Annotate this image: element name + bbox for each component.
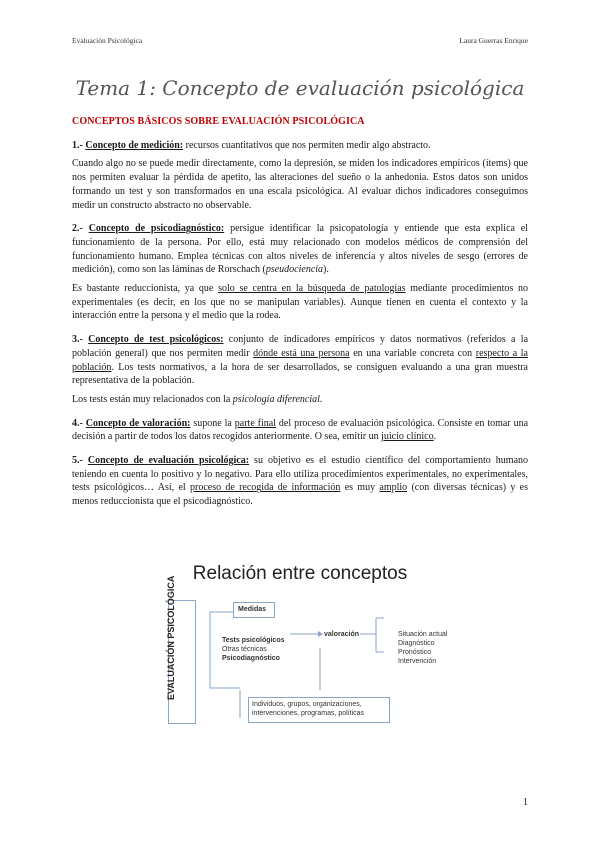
term-psicodiagnostico: Concepto de psicodiagnóstico: <box>88 223 225 235</box>
underlined-text: dónde está una persona <box>253 347 350 359</box>
right-list-item: Situación actual <box>398 631 448 638</box>
text: mediante procedimientos no experimentales (es decir, en los que no se manipulan variables). Aunque tienen en cuenta el contexto y la interacción entre la persona y el medio que la rodea. <box>72 283 529 322</box>
text: conjunto de indicadores empíricos y datos normativos (referidos a la población general) que nos permiten medir <box>72 334 529 359</box>
concept-valoracion <box>72 417 528 444</box>
text: del proceso de evaluación psicológica. Consiste en tomar una decisión a partir de todos los datos recogidos anteriormente. O sea, emitir un <box>72 417 529 443</box>
page-number: 1 <box>523 797 528 808</box>
italic-text: psicología diferencial <box>232 393 320 405</box>
term-medicion: Concepto de medición: <box>85 139 184 151</box>
text: . <box>433 431 437 443</box>
bottom-box-line: Individuos, grupos, organizaciones, <box>252 701 362 708</box>
paragraph-psicodiagnostico <box>72 282 528 323</box>
underlined-text: respecto a la población <box>72 347 528 373</box>
right-list-item: Intervención <box>398 658 437 665</box>
right-list-item: Diagnóstico <box>398 640 435 647</box>
underlined-text: proceso de recogida de información <box>189 482 341 494</box>
diagram-title: Relación entre conceptos <box>192 563 408 584</box>
text: en una variable concreta con <box>349 347 476 359</box>
concept-psicodiagnostico <box>72 222 528 277</box>
paragraph-medicion: Cuando algo no se puede medir directamente, como la depresión, se miden los indicadores empíricos (ítems) que nos permiten evaluar la pérdida de apetito, las alteraciones del sueño o la anhedonia. Estos datos son unidos formando un test y son transformados en una escala psicológica. Al evaluar dichos indicadores conseguimos medir un constructo abstracto no observable. <box>72 158 528 211</box>
document-body <box>72 115 528 514</box>
term-valoracion: Concepto de valoración: <box>85 417 191 429</box>
text: persigue identificar la psicopatología y entiende que esta explica el funcionamiento de la persona. Por ello, está muy relacionado con modelos médicos de comprensión del funcionamiento humano. Emplea técnicas con altos niveles de inferencia y altos niveles de sesgo (errores de medición), como son las láminas de Rorschach ( <box>72 223 529 276</box>
term-tests: Concepto de test psicológicos: <box>88 334 224 346</box>
page-title: Tema 1: Concepto de evaluación psicológica <box>75 76 525 100</box>
left-list-item: Psicodiagnóstico <box>222 655 280 662</box>
term-evaluacion: Concepto de evaluación psicológica: <box>87 455 250 467</box>
side-label: EVALUACIÓN PSICOLÓGICA <box>166 575 176 700</box>
item-number: 3.- <box>72 334 83 346</box>
paragraph-tests <box>72 393 528 407</box>
concept-evaluacion <box>72 454 528 509</box>
left-list-item: Otras técnicas <box>222 646 267 653</box>
header-left: Evaluación Psicológica <box>72 36 143 45</box>
text: . Los tests normativos, a la hora de ser desarrollados, se consiguen evaluando a una gran muestra representativa de la población. <box>72 361 528 387</box>
concept-medicion <box>72 139 528 153</box>
italic-text: pseudociencia <box>265 264 324 276</box>
right-list-item: Pronóstico <box>398 649 432 656</box>
text: Es bastante reduccionista, ya que <box>72 283 219 295</box>
item-number: 4.- <box>72 417 83 429</box>
text: . <box>319 393 323 405</box>
header-right: Laura Guerras Enrique <box>459 36 528 45</box>
underlined-text: parte final <box>234 417 277 429</box>
medidas-label: Medidas <box>238 606 267 613</box>
connector-valoracion-right <box>360 618 384 652</box>
underlined-text: solo se centra en la búsqueda de patologías <box>218 283 406 295</box>
arrow-head <box>318 631 323 637</box>
text: su objetivo es el estudio científico del comportamiento humano teniendo en cuenta lo positivo y lo negativo. Para ello utiliza procedimientos experimentales, no experimentales, tests psicológicos… Así, el <box>72 455 529 494</box>
valoracion-label: valoración <box>324 631 360 638</box>
left-list-item: Tests psicológicos <box>222 637 285 644</box>
section-heading: CONCEPTOS BÁSICOS SOBRE EVALUACIÓN PSICOLÓGICA <box>72 116 365 127</box>
item-number: 1.- <box>72 139 83 151</box>
text: Los tests están muy relacionados con la <box>72 393 233 405</box>
bottom-box-line: intervenciones, programas, políticas <box>252 710 365 717</box>
underlined-text: amplio <box>379 482 408 494</box>
text: supone la <box>190 417 235 429</box>
text: es muy <box>340 482 380 494</box>
underlined-text: juicio clínico <box>381 431 434 443</box>
text: recursos cuantitativos que nos permiten medir algo abstracto. <box>183 139 431 151</box>
item-number: 2.- <box>72 223 83 235</box>
item-number: 5.- <box>72 455 83 467</box>
text: ). <box>323 264 329 276</box>
concept-tests <box>72 333 528 388</box>
text: (con diversas técnicas) y es menos reduccionista que el psicodiagnóstico. <box>72 482 528 508</box>
